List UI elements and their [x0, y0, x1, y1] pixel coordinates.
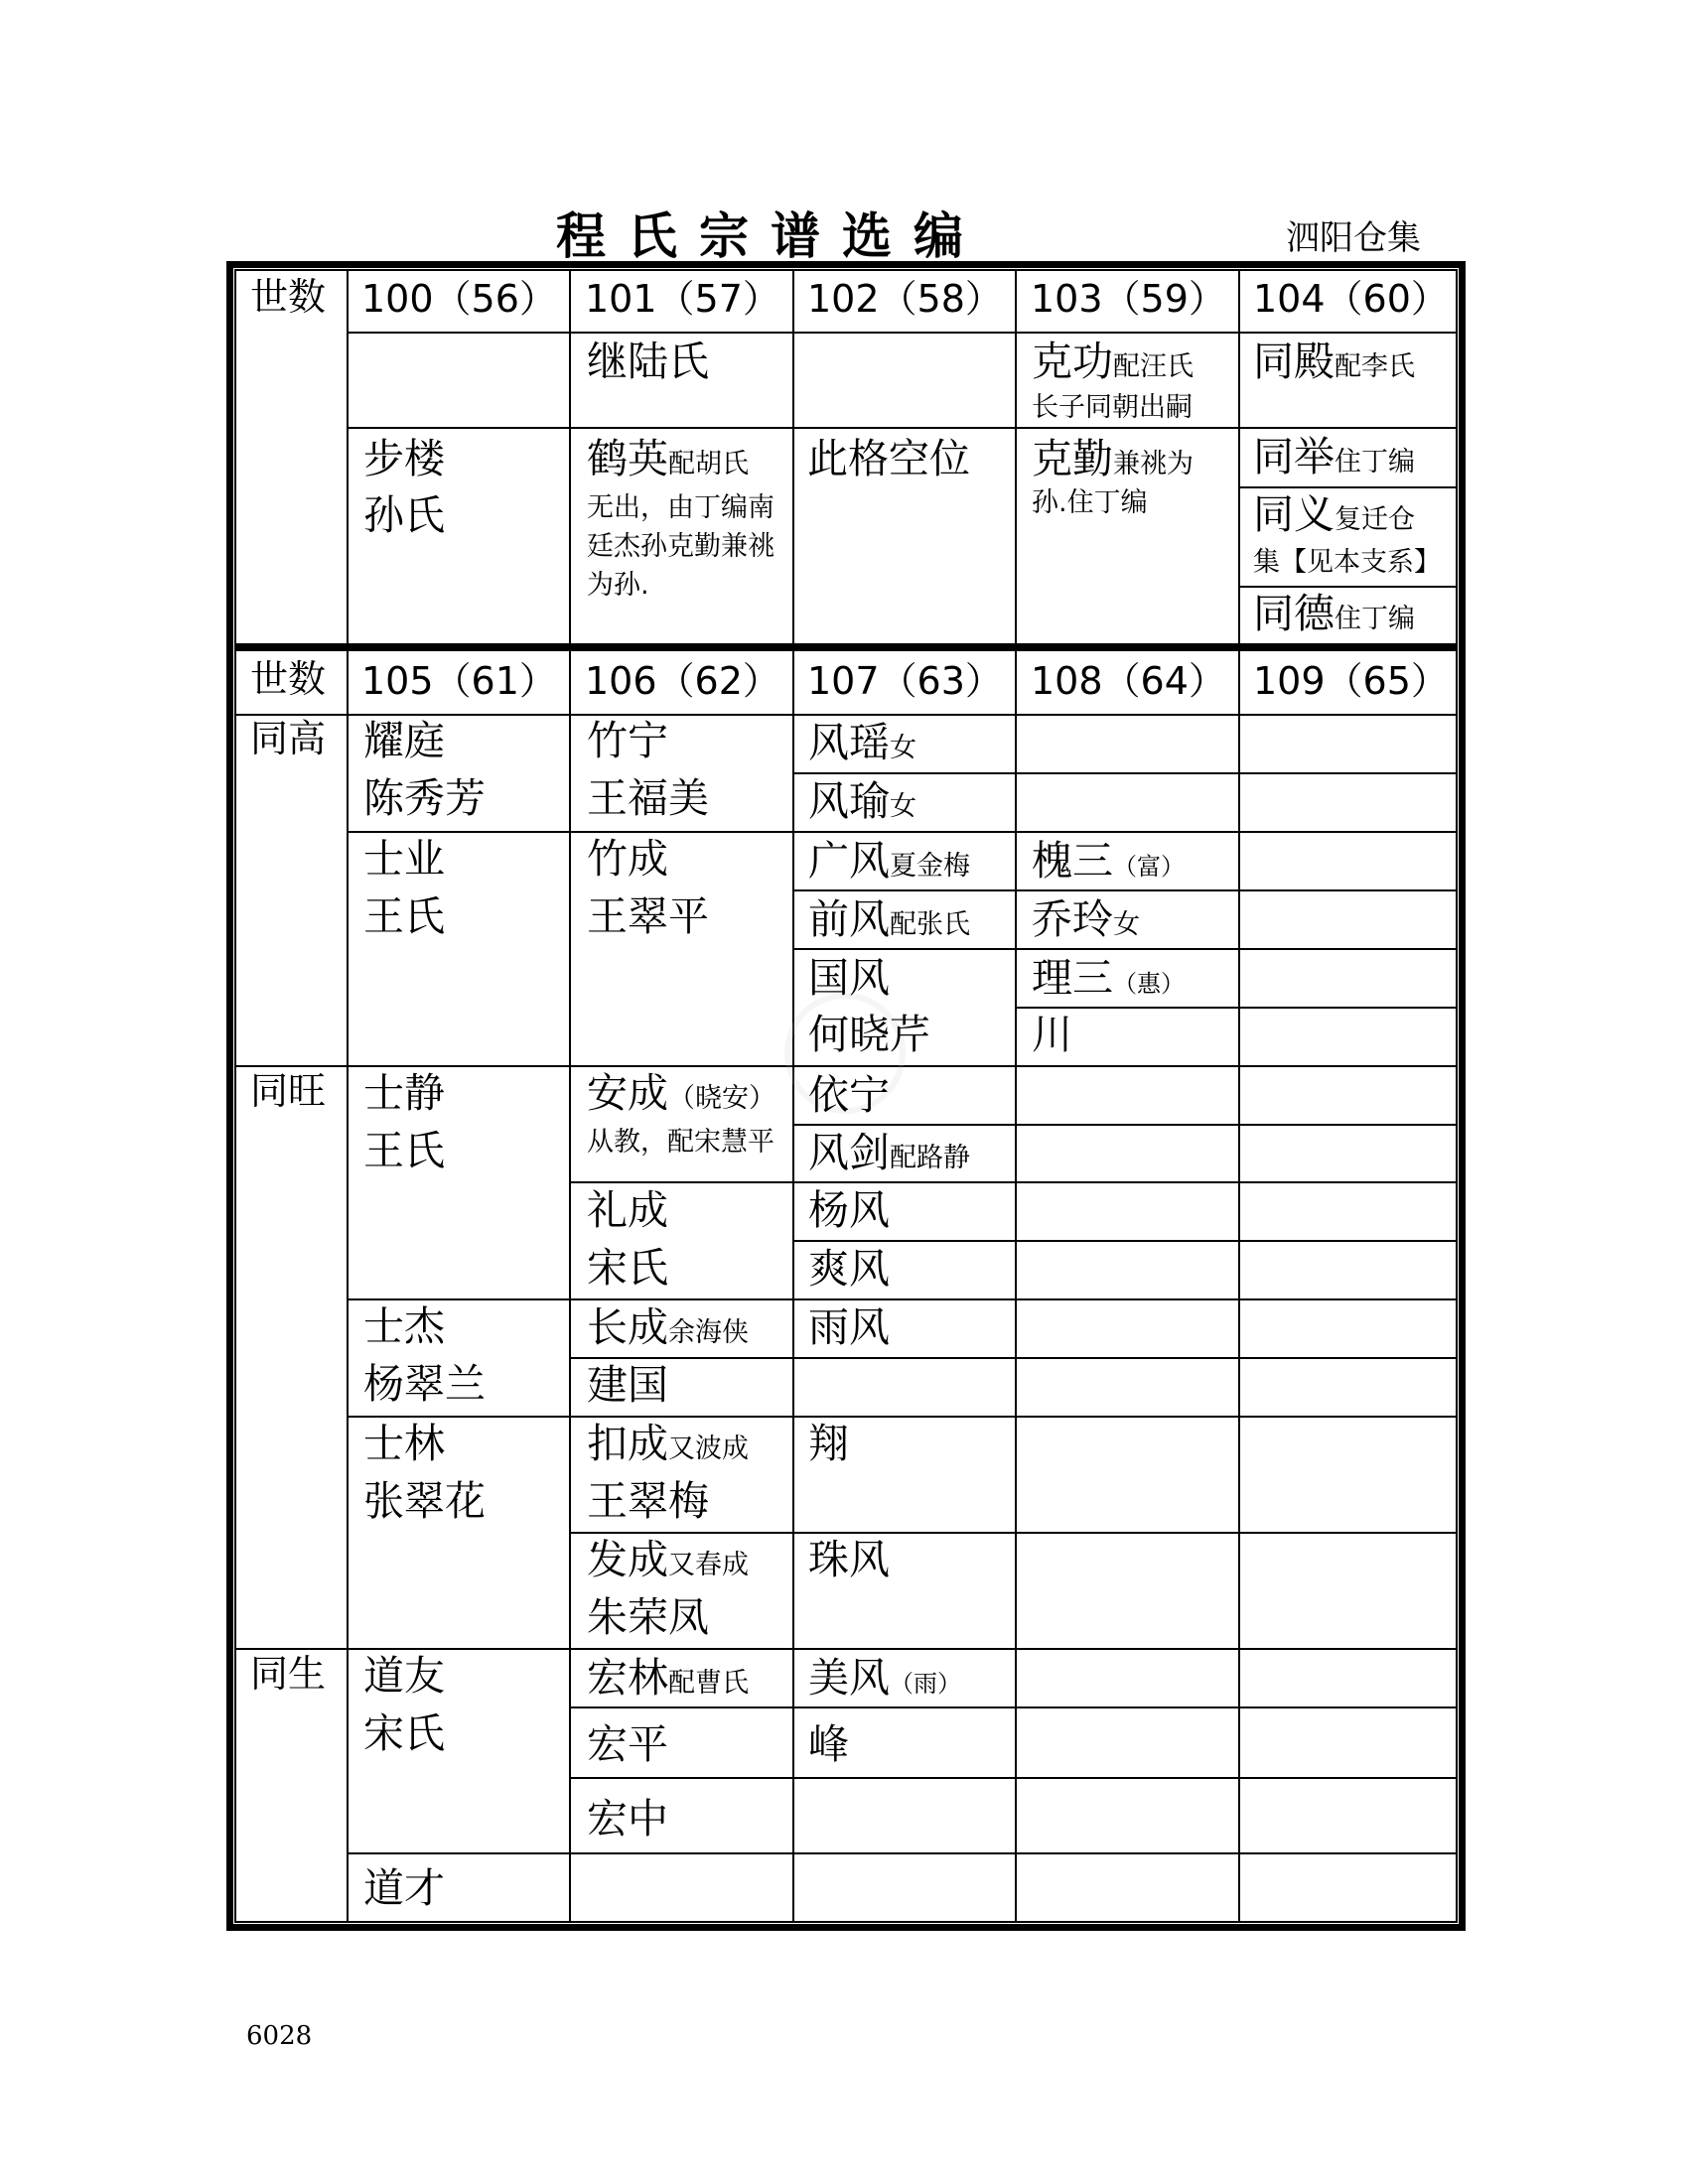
person-name: 道友 — [363, 1652, 445, 1700]
spouse-name: 王福美 — [587, 774, 709, 822]
person-note: （晓安） — [668, 1083, 775, 1114]
person-name: 依宁 — [808, 1071, 890, 1119]
generation-header: 102（58） — [807, 277, 1003, 321]
person-name: 长成 — [587, 1303, 668, 1351]
row-divider — [792, 772, 1458, 774]
person-note: 兼祧为 — [1113, 449, 1194, 479]
row-divider — [234, 1648, 1458, 1650]
col-divider — [347, 269, 349, 1923]
document-title: 程氏宗谱选编 — [556, 207, 985, 265]
spouse-name: 杨翠兰 — [363, 1360, 486, 1408]
person-entry — [1032, 839, 1185, 884]
person-entry — [587, 1656, 749, 1701]
person-name: 风剑 — [808, 1129, 890, 1176]
person-note: 夏金梅 — [890, 851, 970, 882]
row-divider — [1238, 586, 1458, 588]
spouse-name: 何晓芹 — [808, 1011, 930, 1058]
person-name: 宏林 — [587, 1654, 668, 1702]
person-note: （惠） — [1113, 970, 1185, 998]
spouse-name: 宋氏 — [587, 1244, 668, 1292]
col-divider — [1015, 269, 1017, 1923]
person-name: 雨风 — [808, 1303, 890, 1351]
spouse-name: 陈秀芳 — [363, 774, 486, 822]
block-separator — [234, 643, 1458, 651]
branch-label: 同高 — [250, 717, 327, 760]
person-name: 建国 — [587, 1361, 668, 1409]
person-name: 步楼 — [363, 435, 445, 482]
person-name: 同德 — [1253, 590, 1335, 637]
person-name: 克勤 — [1032, 435, 1113, 482]
person-note: 又波成 — [668, 1433, 749, 1464]
person-name: 发成 — [587, 1536, 668, 1583]
row-divider — [792, 889, 1458, 891]
row-divider — [569, 1777, 1458, 1779]
person-name: 继陆氏 — [587, 338, 709, 385]
person-entry — [1032, 897, 1140, 942]
row-divider — [569, 1532, 1458, 1534]
row-divider — [792, 1124, 1458, 1126]
spouse-name: 朱荣凤 — [587, 1593, 709, 1641]
person-note: 配胡氏 — [668, 449, 749, 479]
spouse-name: 王翠平 — [587, 892, 709, 940]
spouse-name: 孙氏 — [363, 491, 445, 539]
generation-header: 101（57） — [585, 277, 780, 321]
person-name: 同殿 — [1253, 338, 1335, 385]
row-divider — [347, 1298, 1458, 1300]
person-entry — [1032, 956, 1185, 1001]
person-description: 从教，配宋慧平 — [587, 1127, 774, 1158]
person-entry — [1032, 437, 1194, 481]
person-entry — [808, 779, 916, 824]
generation-header-label: 世数 — [250, 657, 327, 701]
person-note: 女 — [1113, 909, 1140, 940]
person-name: 前风 — [808, 895, 890, 943]
person-entry — [587, 1305, 749, 1350]
person-entry — [587, 1538, 749, 1582]
person-name: 鹤英 — [587, 435, 668, 482]
person-name: 理三 — [1032, 954, 1113, 1002]
person-note: 女 — [890, 791, 916, 822]
person-name: 槐三 — [1032, 837, 1113, 885]
person-name: 士杰 — [363, 1302, 445, 1350]
person-name: 宏中 — [587, 1795, 668, 1843]
person-entry — [808, 1656, 961, 1701]
spouse-name: 张翠花 — [363, 1477, 486, 1525]
person-name: 国风 — [808, 954, 890, 1002]
row-divider — [569, 1706, 1458, 1708]
person-name: 竹成 — [587, 835, 668, 883]
person-note: 女 — [890, 733, 916, 763]
person-note: 复迁仓 — [1335, 504, 1415, 535]
person-name: 川 — [1032, 1011, 1072, 1058]
person-name: 礼成 — [587, 1186, 668, 1234]
generation-header: 100（56） — [361, 277, 557, 321]
person-note: 长子同朝出嗣 — [1032, 392, 1193, 423]
generation-header: 105（61） — [361, 659, 557, 703]
row-divider — [347, 1852, 1458, 1854]
row-divider — [1015, 1007, 1458, 1009]
spouse-name: 王氏 — [363, 1127, 445, 1174]
person-name: 士静 — [363, 1069, 445, 1117]
branch-label: 同旺 — [250, 1069, 327, 1113]
person-description: 无出，由丁编南廷杰孙克勤兼祧为孙. — [587, 492, 774, 602]
person-name: 风瑜 — [808, 777, 890, 825]
person-name: 美风 — [808, 1654, 890, 1702]
row-divider — [569, 1357, 1458, 1359]
person-note: 配路静 — [890, 1143, 970, 1173]
person-name: 珠风 — [808, 1536, 890, 1583]
person-note: 配李氏 — [1335, 351, 1415, 382]
row-divider — [569, 1181, 1458, 1183]
person-note: （雨） — [890, 1670, 961, 1698]
person-name: 道才 — [363, 1864, 445, 1912]
person-note: 住丁编 — [1335, 604, 1415, 634]
person-name: 同义 — [1253, 490, 1335, 538]
person-note: 配汪氏 — [1113, 351, 1194, 382]
person-name: 杨风 — [808, 1186, 890, 1234]
person-note: 住丁编 — [1335, 447, 1415, 478]
person-note: 孙.住丁编 — [1032, 487, 1148, 518]
spouse-name: 王氏 — [363, 892, 445, 940]
branch-label: 同生 — [250, 1652, 327, 1696]
person-note: 余海侠 — [668, 1317, 749, 1348]
person-note: 集【见本支系】 — [1253, 547, 1441, 578]
row-divider — [234, 714, 1458, 716]
person-note: 配张氏 — [890, 909, 970, 940]
person-note: 配曹氏 — [668, 1668, 749, 1699]
person-name: 宏平 — [587, 1720, 668, 1768]
col-divider — [1238, 269, 1240, 1923]
page-number: 6028 — [246, 2021, 313, 2051]
row-divider — [347, 427, 1458, 429]
person-entry — [587, 1071, 775, 1116]
vacant-note: 此格空位 — [807, 435, 970, 482]
person-name: 扣成 — [587, 1420, 668, 1467]
person-entry — [808, 1131, 970, 1175]
person-note: 又春成 — [668, 1550, 749, 1580]
generation-header: 109（65） — [1253, 659, 1449, 703]
generation-header: 103（59） — [1031, 277, 1226, 321]
person-name: 克功 — [1032, 338, 1113, 385]
person-entry — [587, 437, 749, 481]
person-entry — [1253, 492, 1415, 537]
person-entry — [587, 1422, 749, 1466]
person-entry — [808, 839, 970, 884]
person-name: 峰 — [808, 1720, 849, 1768]
generation-header: 107（63） — [807, 659, 1003, 703]
generation-header-label: 世数 — [250, 275, 327, 319]
row-divider — [347, 831, 1458, 833]
person-name: 竹宁 — [587, 717, 668, 764]
person-entry — [1253, 340, 1415, 384]
spouse-name: 宋氏 — [363, 1709, 445, 1757]
generation-header: 106（62） — [585, 659, 780, 703]
row-divider — [792, 1240, 1458, 1242]
generation-header: 108（64） — [1031, 659, 1226, 703]
person-name: 士林 — [363, 1420, 445, 1467]
col-divider — [792, 269, 794, 1923]
person-name: 安成 — [587, 1069, 668, 1117]
person-note: （富） — [1113, 853, 1185, 881]
spouse-name: 王翠梅 — [587, 1477, 709, 1525]
person-name: 同举 — [1253, 433, 1335, 480]
person-name: 广风 — [808, 837, 890, 885]
col-divider — [569, 269, 571, 1923]
person-name: 翔 — [808, 1420, 849, 1467]
person-entry — [1253, 435, 1415, 479]
row-divider — [347, 1416, 1458, 1418]
generation-header: 104（60） — [1253, 277, 1449, 321]
row-divider — [792, 948, 1458, 950]
row-divider — [1238, 486, 1458, 488]
person-entry — [808, 721, 916, 765]
person-entry — [808, 897, 970, 942]
person-name: 风瑶 — [808, 719, 890, 766]
person-entry — [1253, 592, 1415, 636]
person-name: 耀庭 — [363, 717, 445, 764]
person-name: 士业 — [363, 835, 445, 883]
row-divider — [347, 332, 1458, 334]
person-entry — [1032, 340, 1194, 384]
person-name: 乔玲 — [1032, 895, 1113, 943]
region-label: 泗阳仓集 — [1286, 218, 1421, 258]
person-name: 爽风 — [808, 1245, 890, 1293]
